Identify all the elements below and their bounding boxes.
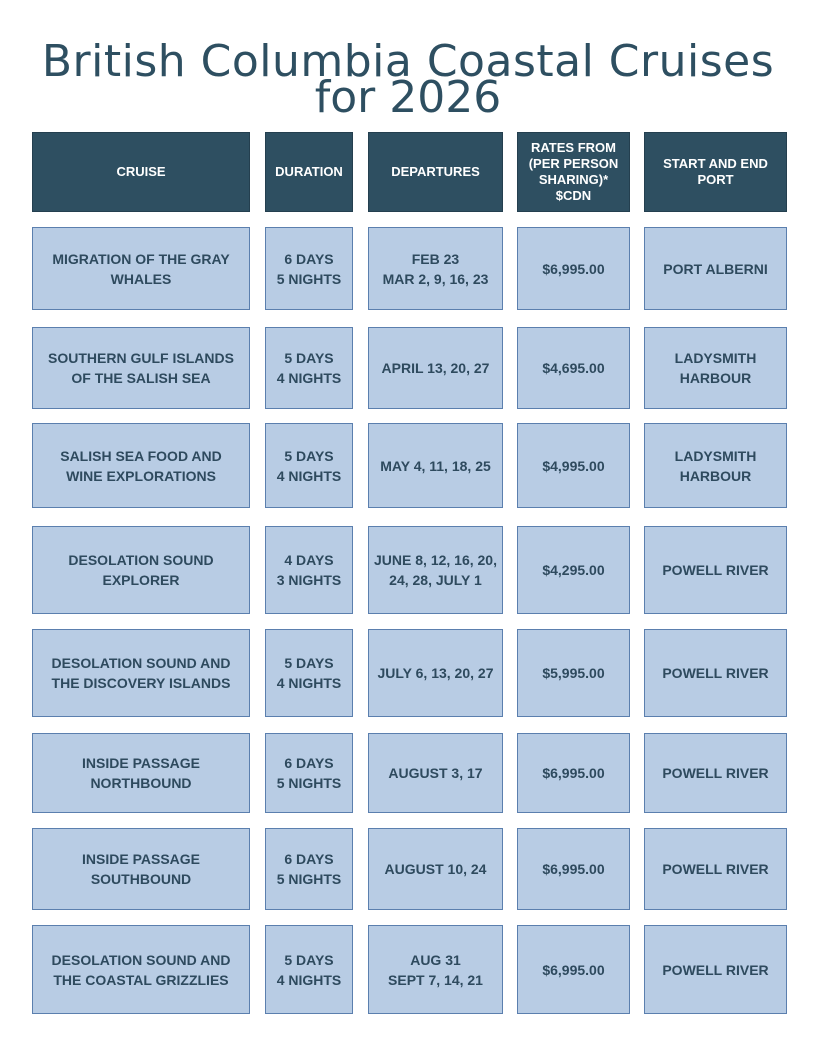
- duration-line: 5 NIGHTS: [276, 871, 342, 887]
- port-line: POWELL RIVER: [662, 765, 769, 781]
- cruise-name-cell: [32, 327, 250, 409]
- rate-cell: [517, 925, 630, 1014]
- port-cell: [644, 733, 787, 813]
- duration-cell: [265, 423, 353, 508]
- departures-line: JUNE 8, 12, 16, 20,: [374, 552, 497, 568]
- cruise-name-line: THE DISCOVERY ISLANDS: [51, 675, 231, 691]
- cruise-name-line: EXPLORER: [102, 572, 180, 588]
- port-line: POWELL RIVER: [662, 861, 769, 877]
- duration-line: 4 NIGHTS: [276, 675, 342, 691]
- cruise-name-line: DESOLATION SOUND AND: [51, 951, 231, 968]
- cruise-name-line: THE COASTAL GRIZZLIES: [53, 971, 229, 988]
- page-title: British Columbia Coastal Cruises: [41, 36, 775, 87]
- departures-cell: [368, 733, 503, 813]
- departures-line: JULY 6, 13, 20, 27: [377, 665, 494, 681]
- cruise-name-cell: [32, 629, 250, 717]
- duration-line: 6 DAYS: [284, 755, 334, 771]
- duration-line: 5 DAYS: [284, 655, 334, 671]
- page-title-year: for 2026: [314, 72, 502, 123]
- port-cell: [644, 629, 787, 717]
- duration-line: 6 DAYS: [284, 250, 334, 267]
- rate-value: $6,995.00: [542, 861, 605, 877]
- port-line: LADYSMITH: [674, 447, 757, 464]
- duration-line: 5 DAYS: [284, 447, 334, 464]
- cruise-name-cell: [32, 526, 250, 614]
- port-line: LADYSMITH: [674, 350, 757, 366]
- duration-cell: [265, 227, 353, 310]
- port-cell: [644, 925, 787, 1014]
- rate-cell: [517, 629, 630, 717]
- rate-value: $6,995.00: [542, 260, 605, 277]
- header-duration: DURATION: [265, 132, 353, 212]
- port-line: POWELL RIVER: [662, 961, 769, 978]
- departures-line: 24, 28, JULY 1: [389, 572, 482, 588]
- duration-cell: [265, 925, 353, 1014]
- cruise-name-line: SALISH SEA FOOD AND: [60, 447, 222, 464]
- cruise-name-line: NORTHBOUND: [90, 775, 192, 791]
- cruise-name-line: INSIDE PASSAGE: [82, 851, 200, 867]
- rate-value: $4,995.00: [542, 457, 605, 474]
- port-cell: [644, 526, 787, 614]
- rate-cell: [517, 526, 630, 614]
- rate-cell: [517, 828, 630, 910]
- cruise-name-cell: [32, 227, 250, 310]
- departures-line: MAY 4, 11, 18, 25: [380, 457, 491, 474]
- duration-line: 4 DAYS: [284, 552, 334, 568]
- duration-cell: [265, 828, 353, 910]
- cruise-name-cell: [32, 925, 250, 1014]
- cruise-name-line: SOUTHBOUND: [90, 871, 192, 887]
- port-cell: [644, 227, 787, 310]
- departures-cell: [368, 423, 503, 508]
- duration-line: 4 NIGHTS: [276, 467, 342, 484]
- rate-cell: [517, 327, 630, 409]
- cruise-name-cell: [32, 423, 250, 508]
- departures-line: APRIL 13, 20, 27: [381, 360, 490, 376]
- rate-value: $4,295.00: [542, 562, 605, 578]
- departures-cell: [368, 227, 503, 310]
- cruise-name-line: INSIDE PASSAGE: [82, 755, 200, 771]
- departures-cell: [368, 828, 503, 910]
- departures-line: AUGUST 10, 24: [384, 861, 487, 877]
- departures-cell: [368, 327, 503, 409]
- cruise-name-line: WINE EXPLORATIONS: [66, 467, 216, 484]
- cruise-name-line: OF THE SALISH SEA: [71, 370, 211, 386]
- duration-cell: [265, 526, 353, 614]
- departures-line: SEPT 7, 14, 21: [388, 971, 483, 988]
- port-line: POWELL RIVER: [662, 562, 769, 578]
- duration-line: 5 NIGHTS: [276, 775, 342, 791]
- port-cell: [644, 828, 787, 910]
- duration-line: 5 DAYS: [284, 951, 334, 968]
- departures-cell: [368, 629, 503, 717]
- rate-cell: [517, 227, 630, 310]
- port-line: POWELL RIVER: [662, 665, 769, 681]
- duration-cell: [265, 327, 353, 409]
- departures-cell: [368, 526, 503, 614]
- cruise-name-line: DESOLATION SOUND: [68, 552, 214, 568]
- rate-value: $6,995.00: [542, 765, 605, 781]
- duration-line: 5 DAYS: [284, 350, 334, 366]
- port-line: PORT ALBERNI: [663, 260, 768, 277]
- port-cell: [644, 423, 787, 508]
- duration-line: 3 NIGHTS: [276, 572, 342, 588]
- rate-value: $6,995.00: [542, 961, 605, 978]
- header-departures: DEPARTURES: [368, 132, 503, 212]
- duration-line: 4 NIGHTS: [276, 971, 342, 988]
- cruise-name-cell: [32, 828, 250, 910]
- port-line: HARBOUR: [679, 467, 752, 484]
- departures-line: FEB 23: [411, 250, 460, 267]
- header-rates: RATES FROM (PER PERSON SHARING)* $CDN: [517, 132, 630, 212]
- rate-value: $4,695.00: [542, 360, 605, 376]
- departures-line: AUGUST 3, 17: [388, 765, 483, 781]
- cruise-name-line: DESOLATION SOUND AND: [51, 655, 231, 671]
- duration-line: 5 NIGHTS: [276, 270, 342, 287]
- header-port: START AND END PORT: [644, 132, 787, 212]
- rate-cell: [517, 733, 630, 813]
- duration-line: 6 DAYS: [284, 851, 334, 867]
- departures-line: AUG 31: [410, 951, 461, 968]
- port-line: HARBOUR: [679, 370, 752, 386]
- departures-cell: [368, 925, 503, 1014]
- cruise-name-cell: [32, 733, 250, 813]
- port-cell: [644, 327, 787, 409]
- rate-cell: [517, 423, 630, 508]
- cruise-name-line: WHALES: [110, 270, 172, 287]
- header-cruise: CRUISE: [32, 132, 250, 212]
- departures-line: MAR 2, 9, 16, 23: [382, 270, 489, 287]
- duration-cell: [265, 733, 353, 813]
- cruise-name-line: SOUTHERN GULF ISLANDS: [48, 350, 234, 366]
- duration-cell: [265, 629, 353, 717]
- cruise-name-line: MIGRATION OF THE GRAY: [52, 250, 230, 267]
- duration-line: 4 NIGHTS: [276, 370, 342, 386]
- rate-value: $5,995.00: [542, 665, 605, 681]
